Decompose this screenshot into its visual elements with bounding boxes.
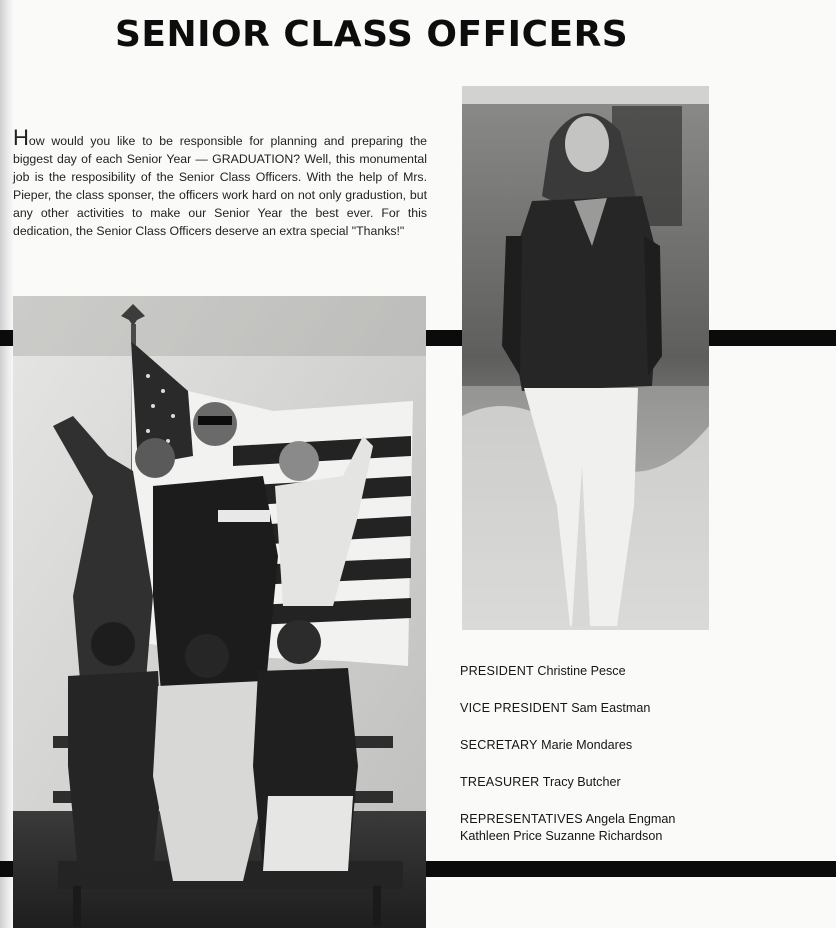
officers-list (460, 663, 760, 865)
upper-rule-middle (426, 330, 462, 346)
upper-rule-left (0, 330, 14, 346)
officer-role: VICE PRESIDENT (460, 701, 568, 715)
intro-text: ow would you like to be responsible for planning and preparing the biggest day of each Senior Year — GRADUATION? Well, this monumental job is the resposibility of the Senior Class Officers. With the help of Mrs. Pieper, the class sponser, the officers work hard on not only gradustion, but any other activities to make our Senior Year the best ever. For this dedication, the Senior Class Officers deserve an extra special "Thanks!" (13, 134, 427, 238)
intro-dropcap: H (13, 125, 29, 150)
officer-role: PRESIDENT (460, 664, 534, 678)
officer-entry-vice-president (460, 700, 760, 717)
page-title: SENIOR CLASS OFFICERS (115, 14, 629, 55)
officer-entry-secretary (460, 737, 760, 754)
president-photo (462, 86, 709, 630)
upper-rule-right (709, 330, 836, 346)
officer-role: SECRETARY (460, 738, 538, 752)
officer-names: Sam Eastman (571, 701, 651, 715)
officer-entry-president (460, 663, 760, 680)
officer-entry-treasurer (460, 774, 760, 791)
intro-paragraph (13, 125, 427, 240)
officer-names: Marie Mondares (541, 738, 633, 752)
officer-entry-representatives (460, 811, 760, 845)
lower-rule-left (0, 861, 14, 877)
officer-names-line2: Kathleen Price Suzanne Richardson (460, 829, 663, 843)
group-photo (13, 296, 426, 928)
officer-names: Christine Pesce (537, 664, 626, 678)
president-photo-image (462, 86, 709, 630)
officer-names: Angela Engman (585, 812, 676, 826)
group-photo-image (13, 296, 426, 928)
officer-role: TREASURER (460, 775, 540, 789)
page-spine-shadow (0, 0, 14, 928)
officer-role: REPRESENTATIVES (460, 812, 583, 826)
officer-names: Tracy Butcher (542, 775, 621, 789)
